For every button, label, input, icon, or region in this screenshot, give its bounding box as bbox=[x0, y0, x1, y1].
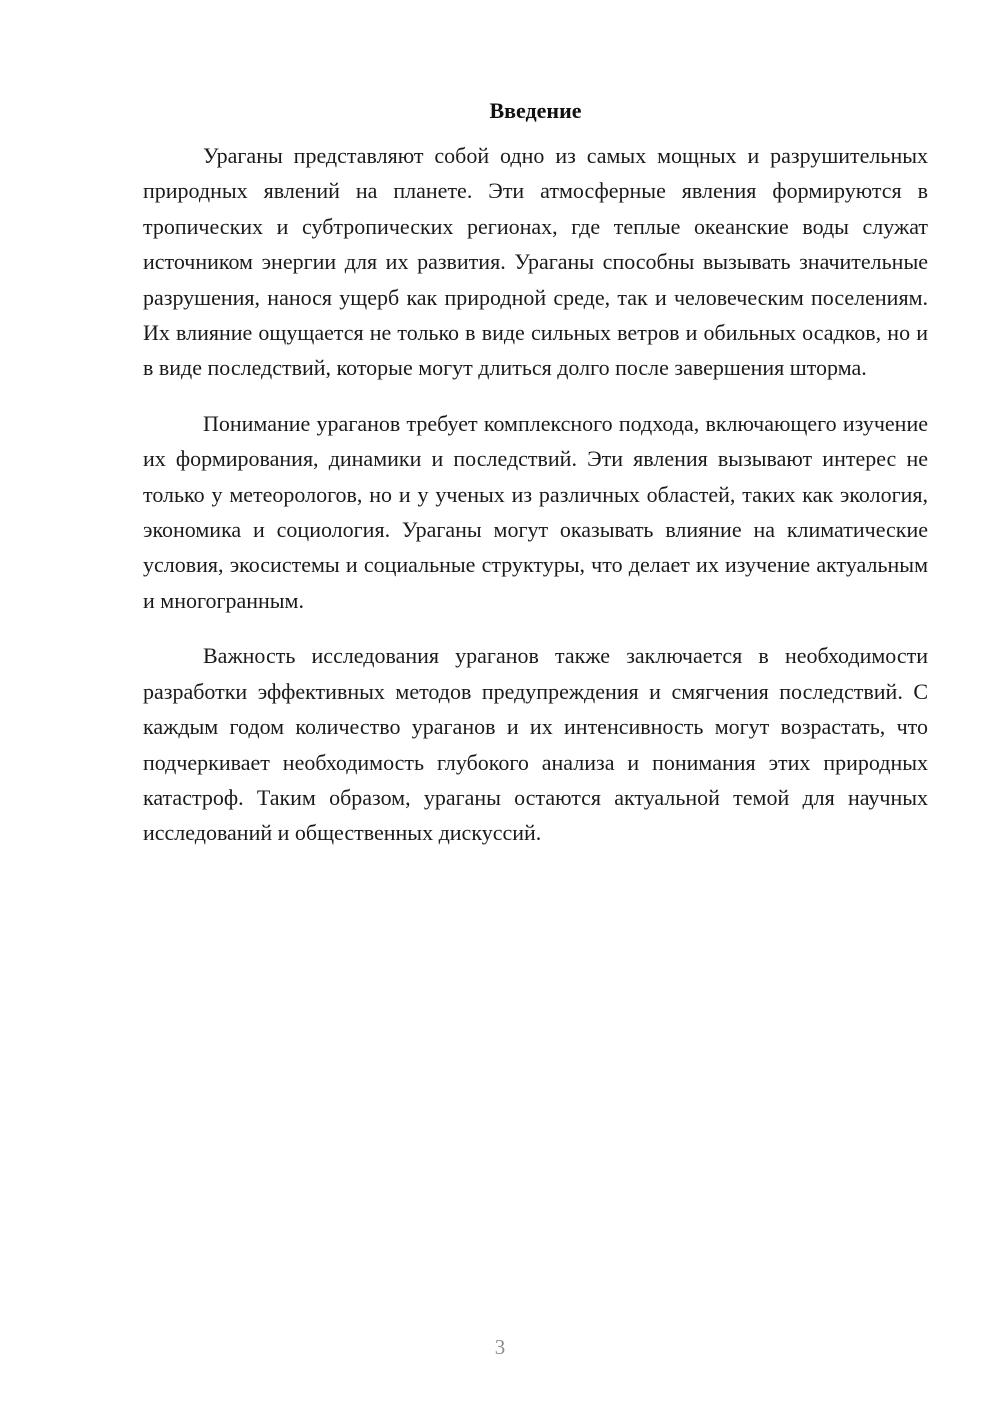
paragraph-1: Ураганы представляют собой одно из самых мощных и разрушительных природных явлений на планете. Эти атмосферные явления формируются в тропических и субтропических регионах, где теплые океанские воды служат источником энергии для их развития. Ураганы способны вызывать значительные разрушения, нанося ущерб как природной среде, так и человеческим поселениям. Их влияние ощущается не только в виде сильных ветров и обильных осадков, но и в виде последствий, которые могут длиться долго после завершения шторма. bbox=[143, 143, 928, 381]
section-heading: Введение bbox=[489, 98, 582, 123]
page-content bbox=[143, 96, 928, 871]
paragraph-2: Понимание ураганов требует комплексного подхода, включающего изучение их формирования, динамики и последствий. Эти явления вызывают интерес не только у метеорологов, но и у ученых из различных областей, таких как экология, экономика и социология. Ураганы могут оказывать влияние на климатические условия, экосистемы и социальные структуры, что делает их изучение актуальным и многогранным. bbox=[143, 410, 928, 613]
page-number: 3 bbox=[494, 1335, 506, 1359]
paragraph-3: Важность исследования ураганов также заключается в необходимости разработки эффективных методов предупреждения и смягчения последствий. С каждым годом количество ураганов и их интенсивность могут возрастать, что подчеркивает необходимость глубокого анализа и понимания этих природных катастроф. Таким образом, ураганы остаются актуальной темой для научных исследований и общественных дискуссий. bbox=[143, 643, 928, 846]
